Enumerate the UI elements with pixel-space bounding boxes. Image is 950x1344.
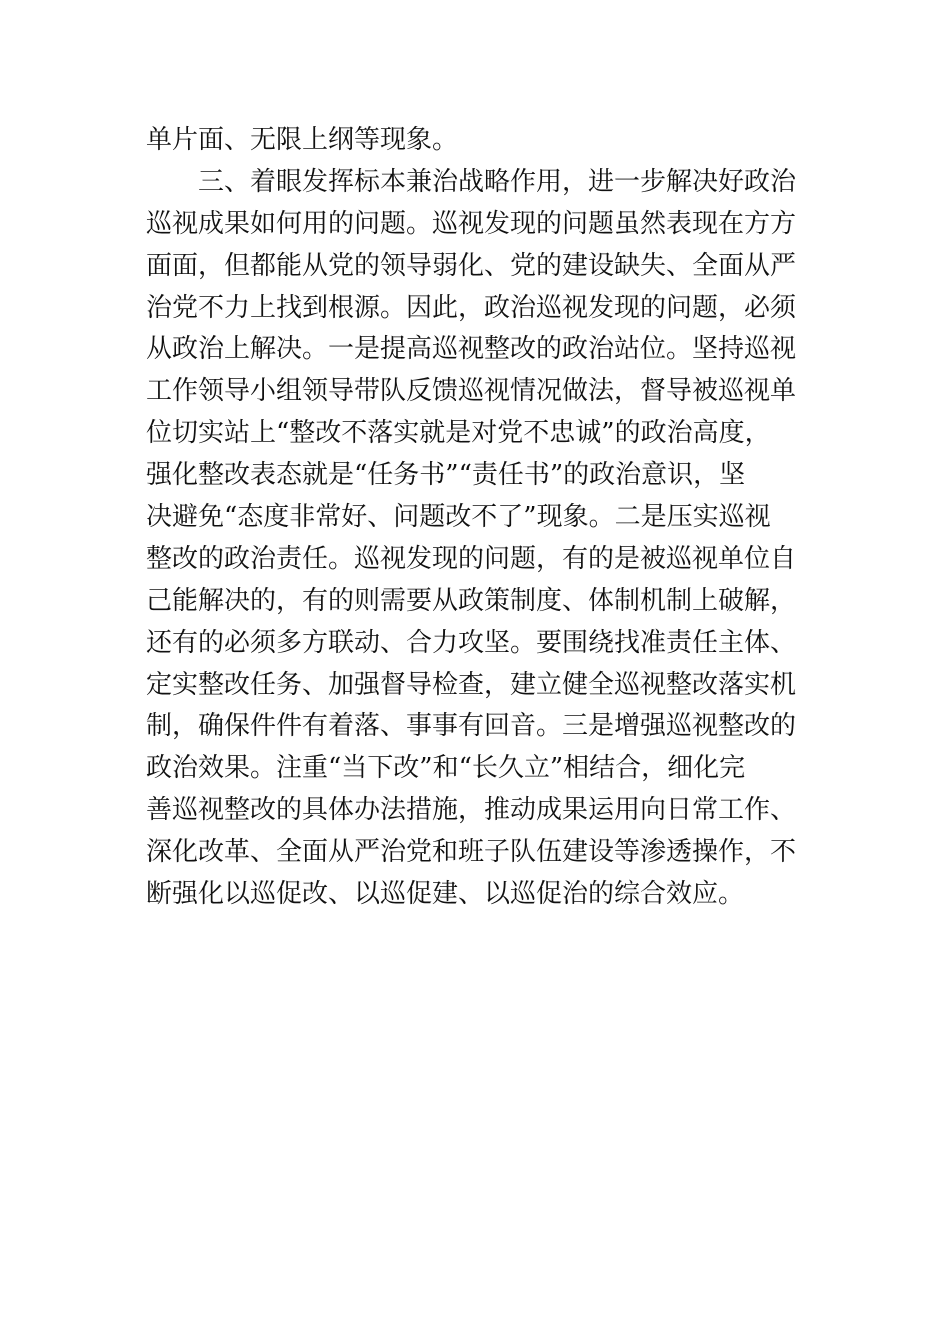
text-line-17: 善巡视整改的具体办法措施，推动成果运用向日常工作、 [146, 795, 797, 826]
text-line-2: 三、着眼发挥标本兼治战略作用，进一步解决好政治 [146, 166, 797, 197]
text-line-4: 面面，但都能从党的领导弱化、党的建设缺失、全面从严 [146, 250, 797, 281]
text-line-18: 深化改革、全面从严治党和班子队伍建设等渗透操作，不 [146, 837, 797, 868]
text-line-8: 位切实站上“整改不落实就是对党不忠诚”的政治高度， [146, 418, 771, 449]
text-line-12: 己能解决的，有的则需要从政策制度、体制机制上破解， [146, 585, 797, 616]
text-line-19: 断强化以巡促改、以巡促建、以巡促治的综合效应。 [146, 879, 745, 910]
text-line-11: 整改的政治责任。巡视发现的问题，有的是被巡视单位自 [146, 543, 797, 574]
text-line-13: 还有的必须多方联动、合力攻坚。要围绕找准责任主体、 [146, 627, 797, 658]
text-line-1: 单片面、无限上纲等现象。 [146, 125, 459, 155]
text-line-3: 巡视成果如何用的问题。巡视发现的问题虽然表现在方方 [146, 208, 797, 239]
text-line-6: 从政治上解决。一是提高巡视整改的政治站位。坚持巡视 [146, 334, 797, 365]
text-line-10: 决避免“态度非常好、问题改不了”现象。二是压实巡视 [146, 502, 771, 533]
body-text [146, 120, 816, 916]
text-line-14: 定实整改任务、加强督导检查，建立健全巡视整改落实机 [146, 669, 797, 700]
text-line-5: 治党不力上找到根源。因此，政治巡视发现的问题，必须 [146, 292, 797, 323]
text-line-7: 工作领导小组领导带队反馈巡视情况做法，督导被巡视单 [146, 376, 797, 407]
text-line-15: 制，确保件件有着落、事事有回音。三是增强巡视整改的 [146, 711, 797, 742]
text-line-9: 强化整改表态就是“任务书”“责任书”的政治意识，坚 [146, 460, 746, 491]
text-line-16: 政治效果。注重“当下改”和“长久立”相结合，细化完 [146, 753, 746, 784]
